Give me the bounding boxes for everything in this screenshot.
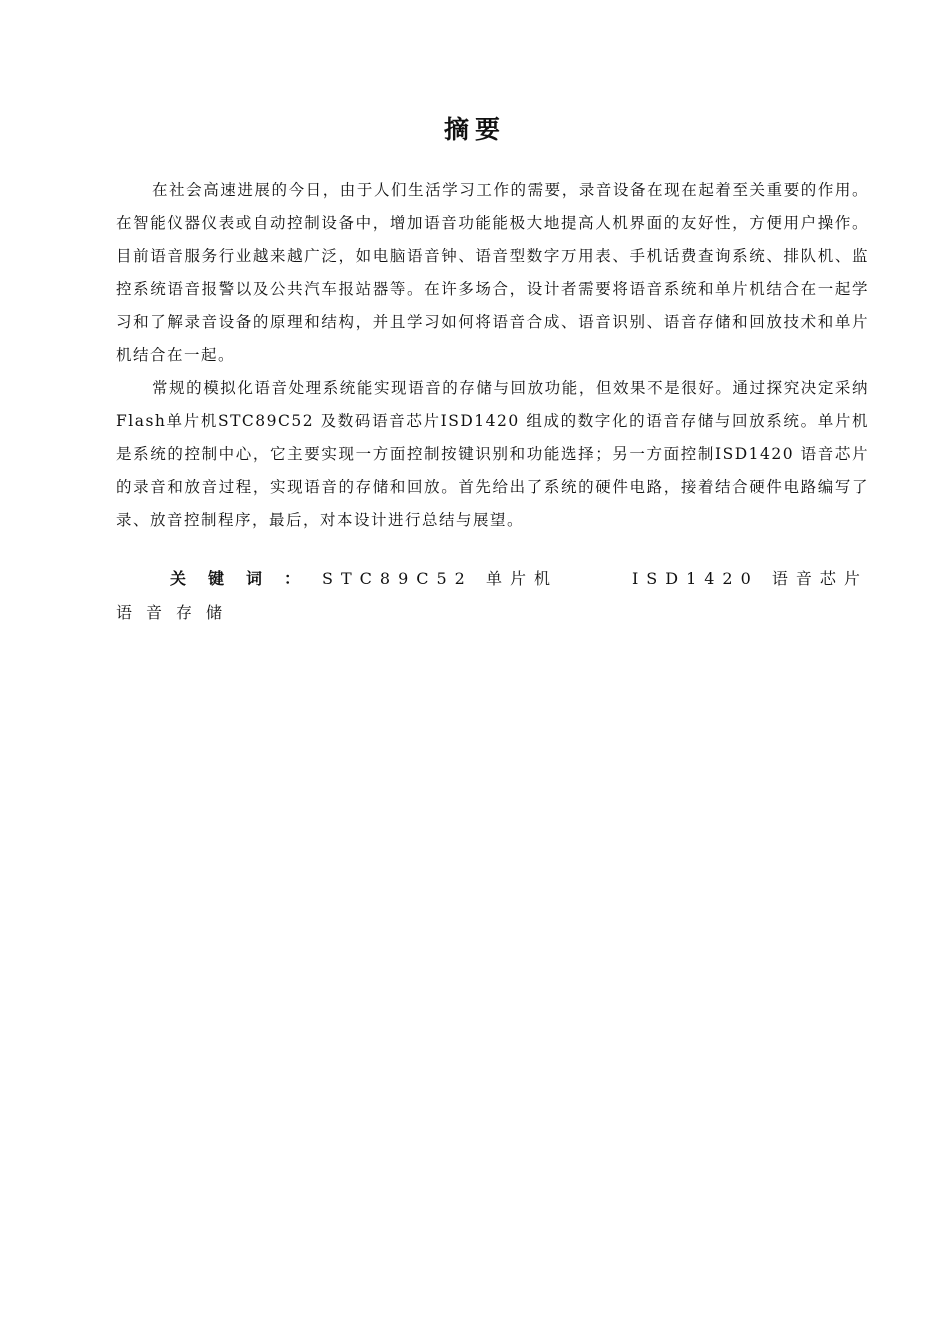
abstract-paragraph-1: 在社会高速进展的今日，由于人们生活学习工作的需要，录音设备在现在起着至关重要的作用。在智能仪器仪表或自动控制设备中，增加语音功能能极大地提高人机界面的友好性，方便用户操作。目前语音服务行业越来越广泛，如电脑语音钟、语音型数字万用表、手机话费查询系统、排队机、监控系统语音报警以及公共汽车报站器等。在许多场合，设计者需要将语音系统和单片机结合在一起学习和了解录音设备的原理和结构，并且学习如何将语音合成、语音识别、语音存储和回放技术和单片机结合在一起。 (116, 181, 869, 364)
keywords-section (116, 562, 869, 630)
keyword-2: ISD1420 语音芯片 (631, 569, 868, 588)
keyword-3: 语音存储 (116, 603, 237, 622)
abstract-title: 摘要 (443, 115, 506, 144)
abstract-body (116, 174, 869, 537)
keyword-1: STC89C52 单片机 (322, 569, 558, 588)
keywords-label: 关键词： (170, 569, 323, 588)
abstract-paragraph-2: 常规的模拟化语音处理系统能实现语音的存储与回放功能，但效果不是很好。通过探究决定采纳Flash单片机STC89C52 及数码语音芯片ISD1420 组成的数字化的语音存储与回放系统。单片机是系统的控制中心，它主要实现一方面控制按键识别和功能选择；另一方面控制ISD1420 语音芯片的录音和放音过程，实现语音的存储和回放。首先给出了系统的硬件电路，接着结合硬件电路编写了录、放音控制程序，最后，对本设计进行总结与展望。 (116, 379, 869, 529)
